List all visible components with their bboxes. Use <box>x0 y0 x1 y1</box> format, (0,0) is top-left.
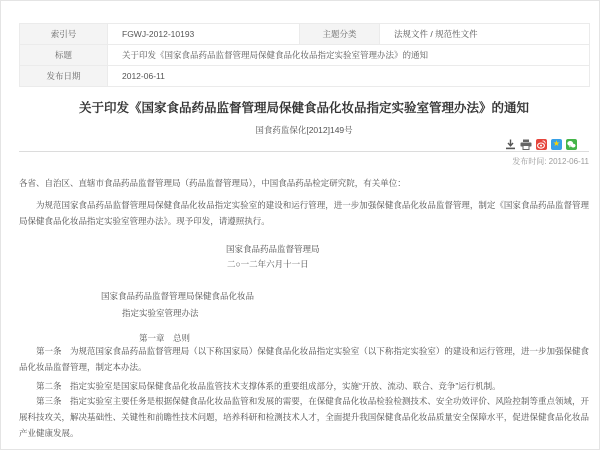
document-number: 国食药监保化[2012]149号 <box>255 125 353 135</box>
publish-date-value: 2012-06-11 <box>108 66 590 87</box>
subject-category-label: 主题分类 <box>300 24 380 45</box>
table-row <box>20 45 590 66</box>
divider <box>19 151 589 152</box>
share-weibo-icon[interactable] <box>536 139 547 150</box>
page-title: 关于印发《国家食品药品监督管理局保健食品化妆品指定实验室管理办法》的通知 <box>78 101 529 115</box>
table-row <box>20 66 590 87</box>
print-icon[interactable] <box>520 138 532 150</box>
article-1-paragraph: 第一条 为规范国家食品药品监督管理局（以下称国家局）保健食品化妆品指定实验室（以下称指定实验室）的建设和运行管理，进一步加强保健食品化妆品监督管理，制定本办法。 <box>19 346 589 372</box>
download-icon[interactable] <box>504 138 516 150</box>
attachment-title-line1: 国家食品药品监督管理局保健食品化妆品 <box>101 291 255 301</box>
share-wechat-icon[interactable] <box>566 139 577 150</box>
title-value: 关于印发《国家食品药品监督管理局保健食品化妆品指定实验室管理办法》的通知 <box>108 45 590 66</box>
table-row <box>20 24 590 45</box>
title-label: 标题 <box>20 45 108 66</box>
index-number-label: 索引号 <box>20 24 108 45</box>
publish-time: 发布时间: 2012-06-11 <box>512 157 589 166</box>
document-meta-table <box>19 23 589 87</box>
salutation-paragraph: 各省、自治区、直辖市食品药品监督管理局（药品监督管理局），中国食品药品检定研究院，有关单位： <box>19 178 406 188</box>
attachment-title-line2: 指定实验室管理办法 <box>122 308 199 318</box>
share-qzone-icon[interactable]: ★ <box>552 139 561 148</box>
article-3-paragraph: 第三条 指定实验室主要任务是根据保健食品化妆品监管和发展的需要，在保健食品化妆品检验检测技术、安全功效评价、风险控制等重点领域，开展科技攻关，解决基础性、关键性和前瞻性技术问题，培养科研和检测技术人才，全面提升我国保健食品化妆品质量安全保障水平，促进保健食品化妆品产业健康发展。 <box>19 396 589 438</box>
subject-category-value: 法规文件 / 规范性文件 <box>380 24 590 45</box>
sign-date-line: 二○一二年六月十一日 <box>227 259 309 269</box>
toolbar <box>504 138 577 150</box>
index-number-value: FGWJ-2012-10193 <box>108 24 300 45</box>
chapter-heading: 第一章 总则 <box>139 333 191 343</box>
publish-date-label: 发布日期 <box>20 66 108 87</box>
article-2-paragraph: 第二条 指定实验室是国家局保健食品化妆品监管技术支撑体系的重要组成部分，实施“开放、流动、联合、竞争”运行机制。 <box>36 381 501 391</box>
signer-line: 国家食品药品监督管理局 <box>226 244 320 254</box>
intro-paragraph: 为规范国家食品药品监督管理局保健食品化妆品指定实验室的建设和运行管理，进一步加强保健食品化妆品监督管理，制定《国家食品药品监督管理局保健食品化妆品指定实验室管理办法》。现予印发，请遵照执行。 <box>19 200 589 226</box>
